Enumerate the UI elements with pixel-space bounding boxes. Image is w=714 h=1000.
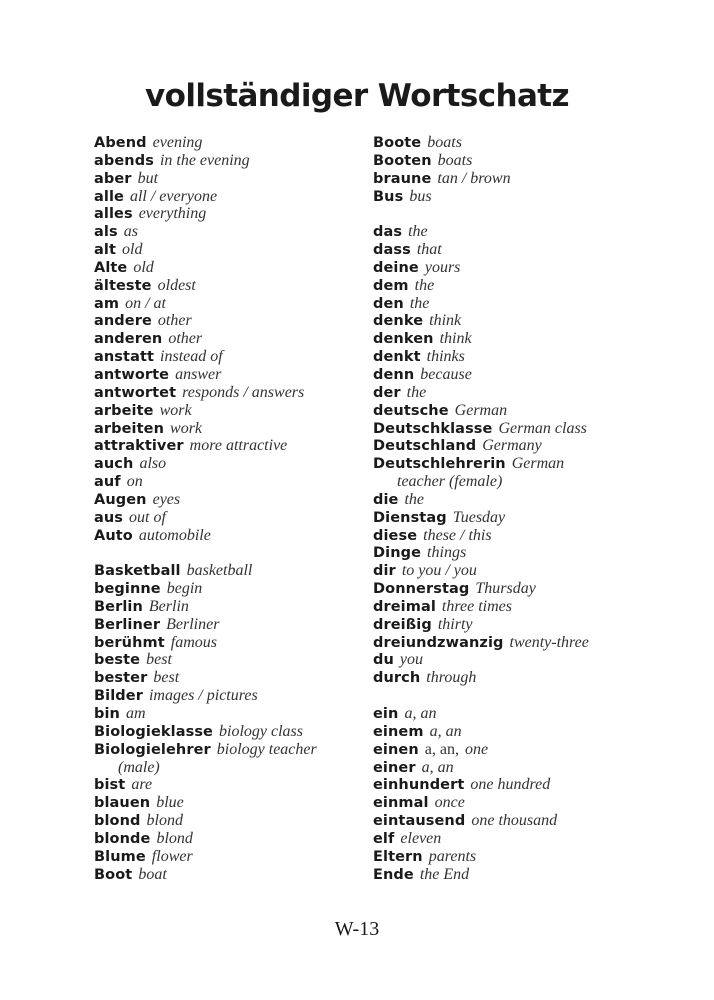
vocab-entry bbox=[94, 277, 394, 295]
german-word: einmal bbox=[373, 795, 429, 812]
vocab-entry bbox=[94, 223, 394, 241]
german-word: auf bbox=[94, 474, 121, 491]
english-translation: best bbox=[153, 669, 180, 687]
english-translation: boats bbox=[437, 151, 473, 169]
english-translation: blue bbox=[156, 794, 184, 812]
english-translation: you bbox=[399, 651, 424, 669]
vocab-entry bbox=[94, 491, 394, 509]
page-title: vollständiger Wortschatz bbox=[145, 78, 569, 114]
german-word: dem bbox=[373, 277, 409, 294]
vocab-entry bbox=[373, 348, 673, 366]
german-word: du bbox=[373, 652, 394, 669]
german-word: deutsche bbox=[373, 402, 449, 419]
german-word: am bbox=[94, 295, 120, 312]
vocab-entry bbox=[373, 562, 673, 580]
english-translation: Tuesday bbox=[452, 508, 506, 526]
german-word: antworte bbox=[94, 366, 170, 383]
english-translation: bus bbox=[409, 187, 432, 205]
vocab-entry bbox=[373, 830, 673, 848]
vocab-entry bbox=[373, 330, 673, 348]
german-word: anderen bbox=[94, 331, 163, 348]
german-word: attraktiver bbox=[94, 438, 184, 455]
english-translation: German bbox=[454, 401, 508, 419]
vocab-entry bbox=[94, 741, 394, 759]
english-translation: on / at bbox=[125, 294, 166, 312]
vocab-entry bbox=[94, 598, 394, 616]
vocab-entry bbox=[94, 241, 394, 259]
german-word: einem bbox=[373, 723, 424, 740]
page-number: W-13 bbox=[334, 918, 380, 940]
english-translation: (male) bbox=[118, 758, 160, 776]
german-word: den bbox=[373, 295, 404, 312]
german-word: bin bbox=[94, 706, 120, 722]
english-translation: old bbox=[122, 241, 143, 259]
vocab-entry bbox=[373, 277, 673, 295]
vocab-entry bbox=[373, 384, 673, 402]
vocab-entry bbox=[373, 152, 673, 170]
vocab-entry bbox=[373, 794, 673, 812]
vocab-entry bbox=[373, 812, 673, 830]
english-translation: automobile bbox=[138, 526, 211, 544]
vocab-entry bbox=[373, 759, 673, 777]
vocab-entry bbox=[373, 741, 673, 759]
vocab-entry bbox=[373, 295, 673, 313]
english-translation: the bbox=[406, 383, 427, 401]
german-word: Bilder bbox=[94, 688, 143, 705]
german-word: Berliner bbox=[94, 616, 161, 633]
german-word: als bbox=[94, 224, 118, 241]
vocab-entry bbox=[373, 669, 673, 687]
vocab-entry bbox=[94, 616, 394, 634]
german-word: elf bbox=[373, 830, 395, 847]
german-word: dreimal bbox=[373, 598, 436, 615]
vocab-entry bbox=[373, 420, 673, 438]
vocab-entry bbox=[373, 776, 673, 794]
german-word: Augen bbox=[94, 491, 147, 508]
vocab-entry bbox=[373, 580, 673, 598]
german-word: Dienstag bbox=[373, 509, 447, 526]
english-translation: the bbox=[409, 294, 430, 312]
vocab-entry bbox=[373, 491, 673, 509]
vocab-entry bbox=[94, 794, 394, 812]
german-word: arbeiten bbox=[94, 420, 165, 437]
german-word: Berlin bbox=[94, 598, 143, 615]
german-word: anstatt bbox=[94, 349, 155, 366]
vocab-entry bbox=[94, 812, 394, 830]
vocab-entry bbox=[373, 616, 673, 634]
vocab-entry bbox=[94, 580, 394, 598]
german-word: denke bbox=[373, 313, 424, 330]
german-word: deine bbox=[373, 259, 419, 276]
english-translation: Germany bbox=[482, 437, 542, 455]
vocab-entry bbox=[94, 205, 394, 223]
english-translation: on bbox=[126, 473, 143, 491]
german-word: denkt bbox=[373, 349, 421, 366]
german-word: Abend bbox=[94, 135, 147, 151]
vocab-entry bbox=[373, 366, 673, 384]
english-translation: Berliner bbox=[166, 615, 220, 633]
section-gap bbox=[373, 687, 673, 705]
german-word: einer bbox=[373, 759, 416, 776]
english-translation: also bbox=[139, 455, 167, 473]
vocab-entry bbox=[94, 455, 394, 473]
english-translation: these / this bbox=[423, 526, 492, 544]
german-word: andere bbox=[94, 313, 152, 330]
english-translation: German class bbox=[498, 419, 587, 437]
english-translation: a, an bbox=[429, 722, 462, 740]
vocab-entry bbox=[94, 348, 394, 366]
german-word: abends bbox=[94, 152, 154, 169]
vocab-entry bbox=[94, 509, 394, 527]
english-translation: Berlin bbox=[148, 597, 189, 615]
english-translation: responds / answers bbox=[182, 383, 305, 401]
english-translation: parents bbox=[428, 847, 477, 865]
vocab-entry bbox=[373, 259, 673, 277]
vocab-entry bbox=[373, 134, 673, 152]
english-translation: other bbox=[168, 330, 203, 348]
german-word: dreißig bbox=[373, 616, 432, 633]
vocab-entry bbox=[94, 402, 394, 420]
vocab-entry bbox=[94, 866, 394, 884]
german-word: bester bbox=[94, 670, 148, 687]
vocab-entry bbox=[94, 312, 394, 330]
english-translation: to you / you bbox=[401, 562, 477, 580]
german-word: braune bbox=[373, 170, 432, 187]
english-translation: begin bbox=[166, 580, 203, 598]
vocab-entry bbox=[94, 830, 394, 848]
english-translation: twenty-three bbox=[509, 633, 589, 651]
vocab-entry bbox=[94, 669, 394, 687]
vocab-entry bbox=[94, 651, 394, 669]
vocab-entry bbox=[94, 527, 394, 545]
vocab-entry bbox=[94, 420, 394, 438]
german-word: beginne bbox=[94, 581, 161, 598]
english-translation: but bbox=[137, 169, 159, 187]
german-word: Boot bbox=[94, 866, 133, 883]
german-word: Eltern bbox=[373, 848, 423, 865]
german-word: durch bbox=[373, 670, 421, 687]
german-word: der bbox=[373, 384, 401, 401]
vocab-entry bbox=[373, 527, 673, 545]
vocab-entry bbox=[373, 544, 673, 562]
vocab-entry bbox=[373, 866, 673, 884]
german-word: die bbox=[373, 491, 399, 508]
vocab-entry bbox=[94, 152, 394, 170]
german-word: Deutschklasse bbox=[373, 420, 493, 437]
vocab-entry bbox=[373, 188, 673, 206]
english-translation: the bbox=[408, 223, 428, 241]
english-translation: old bbox=[133, 258, 154, 276]
english-translation: oldest bbox=[157, 276, 196, 294]
german-word: Alte bbox=[94, 259, 128, 276]
english-translation: biology class bbox=[219, 722, 303, 740]
vocab-entry bbox=[373, 723, 673, 741]
vocab-entry bbox=[94, 170, 394, 188]
vocab-entry bbox=[373, 402, 673, 420]
german-word: Auto bbox=[94, 527, 133, 544]
english-translation: evening bbox=[152, 134, 203, 151]
vocab-entry bbox=[94, 134, 394, 152]
english-translation: the End bbox=[419, 865, 470, 883]
vocab-entry bbox=[94, 705, 394, 723]
german-word: aus bbox=[94, 509, 124, 526]
vocab-entry bbox=[94, 330, 394, 348]
german-word: Dinge bbox=[373, 545, 422, 562]
german-word: denn bbox=[373, 366, 415, 383]
english-translation: thirty bbox=[437, 615, 473, 633]
vocab-entry bbox=[373, 634, 673, 652]
vocab-entry-continuation bbox=[373, 473, 673, 491]
german-word: Deutschland bbox=[373, 438, 477, 455]
english-translation: think bbox=[429, 312, 462, 330]
vocab-entry bbox=[373, 312, 673, 330]
vocabulary-column-right bbox=[373, 134, 673, 883]
english-translation: because bbox=[420, 365, 472, 383]
vocab-entry bbox=[373, 705, 673, 723]
english-translation: biology teacher bbox=[216, 740, 317, 758]
english-translation: answer bbox=[175, 365, 222, 383]
vocab-entry bbox=[373, 598, 673, 616]
german-word: arbeite bbox=[94, 402, 154, 419]
german-word: ein bbox=[373, 706, 399, 722]
german-word: eintausend bbox=[373, 813, 466, 830]
german-word: alles bbox=[94, 206, 133, 223]
english-translation: everything bbox=[138, 205, 207, 223]
vocab-entry bbox=[373, 848, 673, 866]
english-translation: one thousand bbox=[471, 812, 558, 830]
german-word: das bbox=[373, 224, 403, 241]
german-word: blonde bbox=[94, 830, 151, 847]
vocab-entry bbox=[94, 366, 394, 384]
english-translation: boats bbox=[427, 134, 462, 151]
english-translation: in the evening bbox=[159, 151, 250, 169]
english-translation-plain: a, an, bbox=[424, 740, 459, 758]
english-translation: boat bbox=[138, 865, 167, 883]
vocab-entry bbox=[373, 651, 673, 669]
german-word: dir bbox=[373, 563, 396, 580]
english-translation: are bbox=[131, 776, 153, 794]
english-translation: eyes bbox=[152, 490, 181, 508]
german-word: Biologieklasse bbox=[94, 723, 213, 740]
vocab-entry bbox=[94, 295, 394, 313]
german-word: Bus bbox=[373, 188, 404, 205]
german-word: antwortet bbox=[94, 384, 177, 401]
section-gap bbox=[373, 205, 673, 223]
english-translation: three times bbox=[441, 597, 512, 615]
vocabulary-column-left bbox=[94, 134, 394, 883]
english-translation: work bbox=[159, 401, 192, 419]
english-translation: work bbox=[170, 419, 203, 437]
vocab-entry bbox=[94, 384, 394, 402]
vocab-entry-continuation bbox=[94, 759, 394, 777]
vocab-entry bbox=[94, 687, 394, 705]
english-translation: instead of bbox=[160, 348, 223, 366]
german-word: Ende bbox=[373, 866, 414, 883]
english-translation: eleven bbox=[400, 829, 442, 847]
german-word: bist bbox=[94, 777, 126, 794]
english-translation: am bbox=[125, 705, 146, 722]
german-word: aber bbox=[94, 170, 132, 187]
english-translation: images / pictures bbox=[148, 687, 258, 705]
vocab-entry bbox=[373, 509, 673, 527]
german-word: alt bbox=[94, 242, 116, 259]
vocab-entry bbox=[373, 437, 673, 455]
vocab-entry bbox=[373, 223, 673, 241]
vocab-entry bbox=[94, 473, 394, 491]
vocab-entry bbox=[94, 848, 394, 866]
german-word: blond bbox=[94, 813, 141, 830]
german-word: Blume bbox=[94, 848, 146, 865]
german-word: einen bbox=[373, 741, 419, 758]
english-translation: teacher (female) bbox=[397, 473, 503, 491]
vocab-entry bbox=[94, 634, 394, 652]
english-translation: more attractive bbox=[189, 437, 288, 455]
vocab-entry bbox=[373, 241, 673, 259]
section-gap bbox=[94, 544, 394, 562]
english-translation: a, an bbox=[421, 758, 454, 776]
english-translation: think bbox=[439, 330, 472, 348]
german-word: Donnerstag bbox=[373, 581, 470, 598]
vocab-entry bbox=[94, 188, 394, 206]
english-translation: all / everyone bbox=[129, 187, 218, 205]
german-word: auch bbox=[94, 456, 134, 473]
english-translation: Thursday bbox=[475, 580, 536, 598]
english-translation: one bbox=[465, 740, 489, 758]
german-word: Deutschlehrerin bbox=[373, 456, 506, 473]
english-translation: best bbox=[146, 651, 172, 669]
english-translation: that bbox=[416, 241, 442, 259]
german-word: einhundert bbox=[373, 777, 465, 794]
english-translation: thinks bbox=[426, 348, 465, 366]
vocab-entry bbox=[94, 723, 394, 741]
vocab-entry bbox=[94, 562, 394, 580]
german-word: beste bbox=[94, 652, 141, 669]
german-word: Booten bbox=[373, 152, 432, 169]
english-translation: basketball bbox=[186, 562, 253, 580]
german-word: denken bbox=[373, 331, 434, 348]
german-word: Boote bbox=[373, 135, 422, 151]
vocab-entry bbox=[94, 437, 394, 455]
vocab-entry bbox=[373, 455, 673, 473]
english-translation: one hundred bbox=[470, 776, 551, 794]
vocab-entry bbox=[373, 170, 673, 188]
english-translation: as bbox=[123, 223, 138, 241]
english-translation: yours bbox=[424, 258, 461, 276]
vocab-entry bbox=[94, 776, 394, 794]
german-word: dreiundzwanzig bbox=[373, 634, 504, 651]
english-translation: out of bbox=[129, 508, 166, 526]
german-word: älteste bbox=[94, 277, 152, 294]
german-word: berühmt bbox=[94, 634, 165, 651]
english-translation: flower bbox=[151, 847, 193, 865]
english-translation: famous bbox=[170, 633, 217, 651]
german-word: Biologielehrer bbox=[94, 741, 211, 758]
english-translation: things bbox=[427, 544, 467, 562]
english-translation: the bbox=[404, 490, 425, 508]
german-word: alle bbox=[94, 188, 124, 205]
english-translation: a, an bbox=[404, 705, 437, 722]
german-word: diese bbox=[373, 527, 418, 544]
english-translation: tan / brown bbox=[437, 169, 511, 187]
vocab-entry bbox=[94, 259, 394, 277]
english-translation: the bbox=[414, 276, 435, 294]
german-word: blauen bbox=[94, 795, 151, 812]
english-translation: other bbox=[157, 312, 192, 330]
german-word: Basketball bbox=[94, 563, 181, 580]
english-translation: once bbox=[434, 794, 465, 812]
english-translation: blond bbox=[156, 829, 193, 847]
english-translation: through bbox=[426, 669, 477, 687]
english-translation: blond bbox=[146, 812, 183, 830]
german-word: dass bbox=[373, 242, 411, 259]
english-translation: German bbox=[511, 455, 565, 473]
